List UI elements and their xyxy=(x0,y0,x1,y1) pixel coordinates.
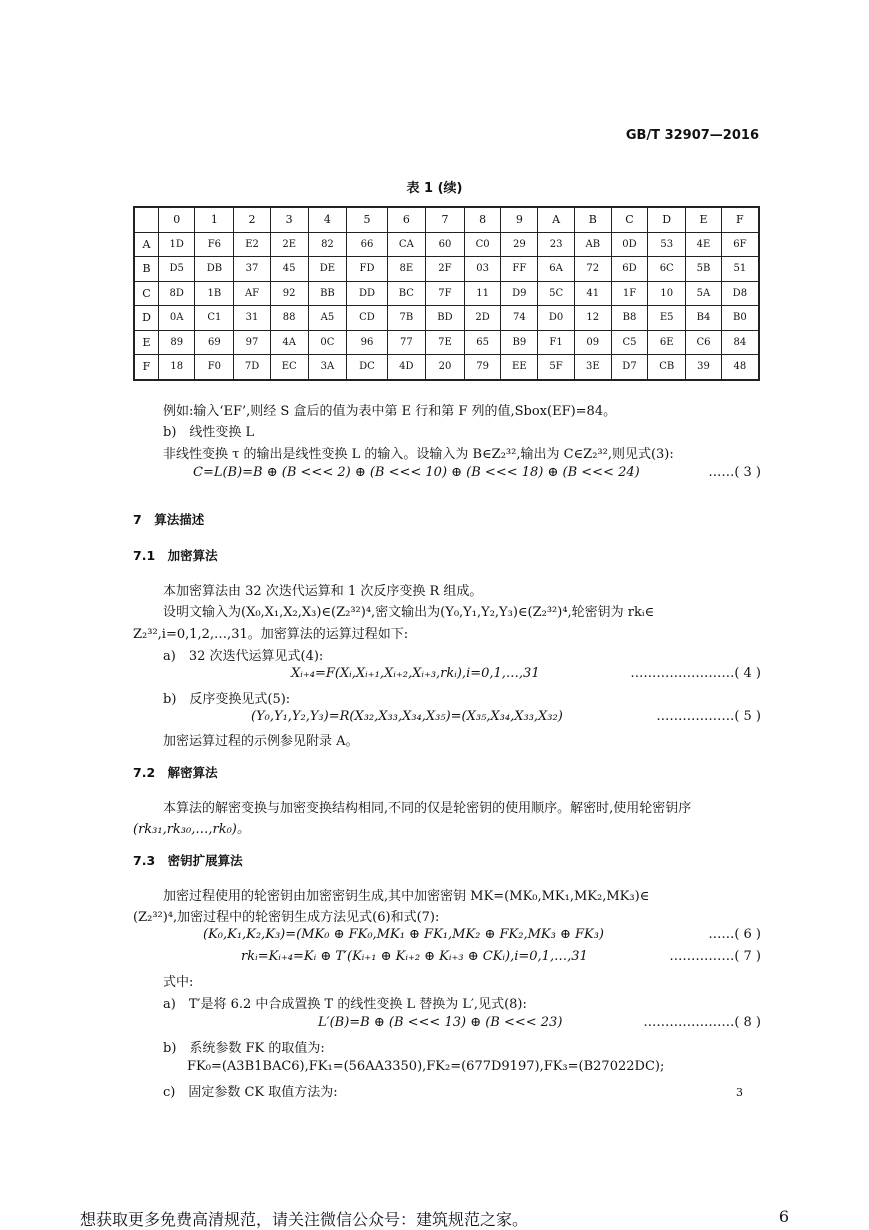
table-cell: C0 xyxy=(464,232,500,257)
table-cell: 82 xyxy=(308,232,347,257)
table-cell: C6 xyxy=(686,330,722,355)
item-a-iteration: a) 32 次迭代运算见式(4): xyxy=(163,649,324,664)
row-header: F xyxy=(134,355,158,380)
column-header: B xyxy=(574,207,611,232)
table-cell: 20 xyxy=(426,355,465,380)
paragraph-7-1-c: Z₂³²,i=0,1,2,…,31。加密算法的运算过程如下: xyxy=(133,627,409,642)
table-cell: 1D xyxy=(158,232,194,257)
table-cell: DE xyxy=(308,257,347,282)
table-cell: BC xyxy=(387,281,425,306)
table-cell: 7E xyxy=(426,330,465,355)
example-text: 例如:输入‘EF’,则经 S 盒后的值为表中第 E 行和第 F 列的值,Sbox(EF)=84。 xyxy=(163,404,617,419)
table-cell: 8D xyxy=(158,281,194,306)
table-cell: E2 xyxy=(234,232,270,257)
table-row xyxy=(134,306,759,331)
table-cell: D5 xyxy=(158,257,194,282)
table-cell: B9 xyxy=(501,330,538,355)
equation-7: rkᵢ=Kᵢ₊₄=Kᵢ ⊕ T′(Kᵢ₊₁ ⊕ Kᵢ₊₂ ⊕ Kᵢ₊₃ ⊕ CKᵢ),i=0,1,…,31 xyxy=(241,949,588,964)
table-cell: 6D xyxy=(611,257,647,282)
table-cell: 77 xyxy=(387,330,425,355)
table-cell: 1B xyxy=(195,281,234,306)
table-cell: C5 xyxy=(611,330,647,355)
table-cell: B0 xyxy=(721,306,759,331)
paragraph-7-2-b: (rk₃₁,rk₃₀,…,rk₀)。 xyxy=(133,822,250,837)
column-header: 9 xyxy=(501,207,538,232)
equation-6-tag: ……( 6 ) xyxy=(708,927,761,942)
table-cell: 7B xyxy=(387,306,425,331)
equation-4-tag: ……………………( 4 ) xyxy=(630,666,761,681)
column-header: 7 xyxy=(426,207,465,232)
table-cell: 69 xyxy=(195,330,234,355)
table-cell: 0D xyxy=(611,232,647,257)
row-header: D xyxy=(134,306,158,331)
section-7-1-heading: 7.1 加密算法 xyxy=(133,548,218,563)
table-cell: D7 xyxy=(611,355,647,380)
table-cell: 3E xyxy=(574,355,611,380)
paragraph-7-1-d: 加密运算过程的示例参见附录 A。 xyxy=(163,734,359,749)
table-cell: 92 xyxy=(270,281,308,306)
table-cell: 0C xyxy=(308,330,347,355)
table-cell: FD xyxy=(347,257,387,282)
table-cell: 7D xyxy=(234,355,270,380)
equation-7-tag: ……………( 7 ) xyxy=(669,949,761,964)
table-cell: EC xyxy=(270,355,308,380)
table-cell: F1 xyxy=(538,330,574,355)
table-row xyxy=(134,330,759,355)
equation-8-tag: …………………( 8 ) xyxy=(643,1015,761,1030)
column-header: 1 xyxy=(195,207,234,232)
table-caption: 表 1 (续) xyxy=(406,181,463,196)
equation-5: (Y₀,Y₁,Y₂,Y₃)=R(X₃₂,X₃₃,X₃₄,X₃₅)=(X₃₅,X₃₄,X₃₃,X₃₂) xyxy=(251,709,563,724)
table-row xyxy=(134,257,759,282)
table-cell: 3A xyxy=(308,355,347,380)
table-cell: CA xyxy=(387,232,425,257)
table-cell: B4 xyxy=(686,306,722,331)
table-cell: C1 xyxy=(195,306,234,331)
table-cell: 8E xyxy=(387,257,425,282)
table-cell: 51 xyxy=(721,257,759,282)
table-cell: 5F xyxy=(538,355,574,380)
section-7-3-heading: 7.3 密钥扩展算法 xyxy=(133,853,243,868)
table-cell: 4A xyxy=(270,330,308,355)
table-cell: 39 xyxy=(686,355,722,380)
table-cell: 60 xyxy=(426,232,465,257)
where-label: 式中: xyxy=(163,975,194,990)
table-cell: AF xyxy=(234,281,270,306)
table-cell: 2E xyxy=(270,232,308,257)
table-cell: F6 xyxy=(195,232,234,257)
item-b-fk: b) 系统参数 FK 的取值为: xyxy=(163,1041,325,1056)
table-cell: 6F xyxy=(721,232,759,257)
table-cell: 74 xyxy=(501,306,538,331)
section-7-heading: 7 算法描述 xyxy=(133,512,205,527)
table-row xyxy=(134,281,759,306)
column-header xyxy=(134,207,158,232)
table-cell: BB xyxy=(308,281,347,306)
table-cell: 18 xyxy=(158,355,194,380)
table-cell: BD xyxy=(426,306,465,331)
table-cell: 48 xyxy=(721,355,759,380)
table-cell: 11 xyxy=(464,281,500,306)
table-cell: E5 xyxy=(648,306,686,331)
table-cell: 7F xyxy=(426,281,465,306)
table-cell: 79 xyxy=(464,355,500,380)
column-header: 6 xyxy=(387,207,425,232)
row-header: B xyxy=(134,257,158,282)
table-cell: 09 xyxy=(574,330,611,355)
item-b-linear: b) 线性变换 L xyxy=(163,425,255,440)
table-cell: 53 xyxy=(648,232,686,257)
table-cell: 23 xyxy=(538,232,574,257)
table-cell: 88 xyxy=(270,306,308,331)
table-cell: 4E xyxy=(686,232,722,257)
column-header: 8 xyxy=(464,207,500,232)
sbox-table xyxy=(133,206,760,381)
table-cell: 2F xyxy=(426,257,465,282)
column-header: F xyxy=(721,207,759,232)
table-cell: 96 xyxy=(347,330,387,355)
table-cell: A5 xyxy=(308,306,347,331)
table-cell: 12 xyxy=(574,306,611,331)
page-number: 3 xyxy=(736,1086,743,1099)
equation-8: L′(B)=B ⊕ (B <<< 13) ⊕ (B <<< 23) xyxy=(318,1015,563,1030)
column-header: A xyxy=(538,207,574,232)
table-cell: 6E xyxy=(648,330,686,355)
column-header: 2 xyxy=(234,207,270,232)
table-cell: 0A xyxy=(158,306,194,331)
table-cell: 72 xyxy=(574,257,611,282)
table-cell: 89 xyxy=(158,330,194,355)
table-cell: 45 xyxy=(270,257,308,282)
table-cell: F0 xyxy=(195,355,234,380)
table-cell: 97 xyxy=(234,330,270,355)
paragraph-7-3-a: 加密过程使用的轮密钥由加密密钥生成,其中加密密钥 MK=(MK₀,MK₁,MK₂,MK₃)∈ xyxy=(163,889,650,904)
table-cell: 6C xyxy=(648,257,686,282)
column-header: 3 xyxy=(270,207,308,232)
table-header-row xyxy=(134,207,759,232)
column-header: 0 xyxy=(158,207,194,232)
table-cell: D0 xyxy=(538,306,574,331)
table-row xyxy=(134,355,759,380)
paragraph-7-1-a: 本加密算法由 32 次迭代运算和 1 次反序变换 R 组成。 xyxy=(163,584,483,599)
table-row xyxy=(134,232,759,257)
row-header: E xyxy=(134,330,158,355)
table-cell: 03 xyxy=(464,257,500,282)
table-cell: FF xyxy=(501,257,538,282)
column-header: E xyxy=(686,207,722,232)
table-cell: 2D xyxy=(464,306,500,331)
column-header: 4 xyxy=(308,207,347,232)
table-cell: 37 xyxy=(234,257,270,282)
linear-description: 非线性变换 τ 的输出是线性变换 L 的输入。设输入为 B∈Z₂³²,输出为 C∈Z₂³²,则见式(3): xyxy=(163,447,674,462)
equation-3: C=L(B)=B ⊕ (B <<< 2) ⊕ (B <<< 10) ⊕ (B <<< 18) ⊕ (B <<< 24) xyxy=(193,465,640,480)
equation-5-tag: ………………( 5 ) xyxy=(656,709,761,724)
table-cell: CD xyxy=(347,306,387,331)
table-cell: DC xyxy=(347,355,387,380)
table-cell: 4D xyxy=(387,355,425,380)
table-cell: DD xyxy=(347,281,387,306)
table-cell: D9 xyxy=(501,281,538,306)
table-cell: 10 xyxy=(648,281,686,306)
column-header: C xyxy=(611,207,647,232)
row-header: A xyxy=(134,232,158,257)
equation-3-tag: ……( 3 ) xyxy=(708,465,761,480)
row-header: C xyxy=(134,281,158,306)
table-cell: 84 xyxy=(721,330,759,355)
item-a-t-prime: a) T′是将 6.2 中合成置换 T 的线性变换 L 替换为 L′,见式(8): xyxy=(163,997,527,1012)
section-7-2-heading: 7.2 解密算法 xyxy=(133,765,218,780)
table-cell: D8 xyxy=(721,281,759,306)
table-cell: EE xyxy=(501,355,538,380)
table-cell: 5C xyxy=(538,281,574,306)
table-cell: DB xyxy=(195,257,234,282)
table-cell: CB xyxy=(648,355,686,380)
column-header: 5 xyxy=(347,207,387,232)
table-cell: 6A xyxy=(538,257,574,282)
table-cell: 1F xyxy=(611,281,647,306)
table-cell: 5B xyxy=(686,257,722,282)
table-cell: AB xyxy=(574,232,611,257)
fk-values: FK₀=(A3B1BAC6),FK₁=(56AA3350),FK₂=(677D9197),FK₃=(B27022DC); xyxy=(187,1059,665,1074)
table-cell: 66 xyxy=(347,232,387,257)
item-b-reverse: b) 反序变换见式(5): xyxy=(163,692,291,707)
table-cell: 29 xyxy=(501,232,538,257)
paragraph-7-2-a: 本算法的解密变换与加密变换结构相同,不同的仅是轮密钥的使用顺序。解密时,使用轮密钥序 xyxy=(163,801,692,816)
item-c-ck: c) 固定参数 CK 取值方法为: xyxy=(163,1085,338,1100)
footer-page-number: 6 xyxy=(778,1207,789,1226)
paragraph-7-3-b: (Z₂³²)⁴,加密过程中的轮密钥生成方法见式(6)和式(7): xyxy=(133,910,440,925)
table-cell: 41 xyxy=(574,281,611,306)
table-cell: 31 xyxy=(234,306,270,331)
column-header: D xyxy=(648,207,686,232)
footer-notice: 想获取更多免费高清规范，请关注微信公众号：建筑规范之家。 xyxy=(80,1210,529,1229)
table-cell: B8 xyxy=(611,306,647,331)
standard-code: GB/T 32907—2016 xyxy=(625,128,759,143)
paragraph-7-1-b: 设明文输入为(X₀,X₁,X₂,X₃)∈(Z₂³²)⁴,密文输出为(Y₀,Y₁,Y₂,Y₃)∈(Z₂³²)⁴,轮密钥为 rkᵢ∈ xyxy=(163,605,655,620)
table-cell: 5A xyxy=(686,281,722,306)
equation-4: Xᵢ₊₄=F(Xᵢ,Xᵢ₊₁,Xᵢ₊₂,Xᵢ₊₃,rkᵢ),i=0,1,…,31 xyxy=(291,666,540,681)
table-cell: 65 xyxy=(464,330,500,355)
equation-6: (K₀,K₁,K₂,K₃)=(MK₀ ⊕ FK₀,MK₁ ⊕ FK₁,MK₂ ⊕ FK₂,MK₃ ⊕ FK₃) xyxy=(203,927,605,942)
